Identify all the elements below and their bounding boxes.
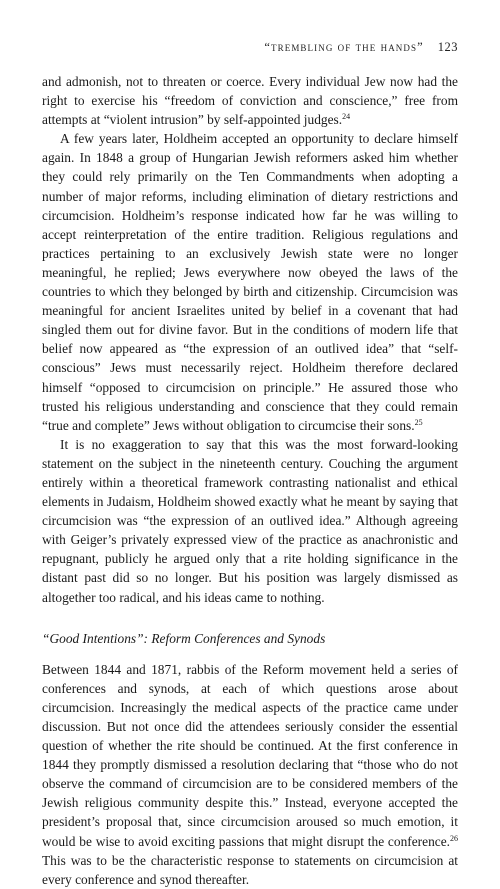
- section-heading: “Good Intentions”: Reform Conferences and Synods: [42, 630, 326, 646]
- paragraph-text: Between 1844 and 1871, rabbis of the Reform movement held a series of conferences and synods, at each of which questions arose about circumcision. Increasingly the medical aspects of the practice came under discussion. But not once did the attendees seriously consider the essential question of whether the rite should be continued. At the first conference in 1844 they promptly dismissed a resolution declaring that “those who do not observe the command of circumcision are to be considered members of the Jewish religious community despite this.” Instead, everyone accepted the president’s proposal that, since circumcision aroused so much emotion, it would be wise to avoid exciting passions that might disrupt the conference.: [42, 661, 458, 849]
- paragraph: [42, 129, 458, 435]
- page-body: [42, 72, 458, 889]
- footnote-marker: 26: [450, 833, 458, 843]
- paragraph-text: and admonish, not to threaten or coerce. Every individual Jew now had the right to exercise his “freedom of conviction and conscience,” free from attempts at “violent intrusion” by self-appointed judges.: [42, 74, 458, 128]
- paragraph: [42, 435, 458, 607]
- footnote-marker: 24: [342, 112, 351, 122]
- footnote-marker: 25: [414, 417, 423, 427]
- running-head: [264, 40, 458, 55]
- paragraph-text-continued: This was to be the characteristic response to statements on circumcision at every conference and synod thereafter.: [42, 852, 458, 887]
- page-number: 123: [437, 40, 458, 54]
- paragraph: [42, 660, 458, 889]
- paragraph-text: It is no exaggeration to say that this was the most forward-looking statement on the subject in the nineteenth century. Couching the argument entirely within a theoretical framework contrasting nationalist and ethical elements in Judaism, Holdheim showed exactly what he meant by saying that circumcision was “the expression of an outlived idea.” Although agreeing with Geiger’s privately expressed view of the practice as anachronistic and repugnant, publicly he argued only that a rite holding significance in the distant past did so no longer. But his position was largely dismissed as altogether too radical, and his ideas came to nothing.: [42, 436, 458, 605]
- running-title: “trembling of the hands”: [264, 40, 424, 54]
- paragraph: [42, 72, 458, 129]
- paragraph-text: A few years later, Holdheim accepted an opportunity to declare himself again. In 1848 a group of Hungarian Jewish reformers asked him whether they could rely primarily on the Ten Commandments when adopting a number of major reforms, including elimination of dietary restrictions and circumcision. Holdheim’s response indicated how far he was willing to accept reinterpretation of the entire tradition. Religious regulations and practices pertaining to an exclusively Jewish state were no longer meaningful, he replied; Jews everywhere now obeyed the laws of the countries to which they belonged by birth and citizenship. Circumcision was meaningful for ancient Israelites united by belief in a covenant that had singled them out for divine favor. But in the conditions of modern life that belief now appeared as “the expression of an outlived idea” that “self-conscious” Jews must necessarily reject. Holdheim therefore declared himself “opposed to circumcision on principle.” He assured those who trusted his religious understanding and conscience that they could remain “true and complete” Jews without obligation to circumcise their sons.: [42, 131, 458, 433]
